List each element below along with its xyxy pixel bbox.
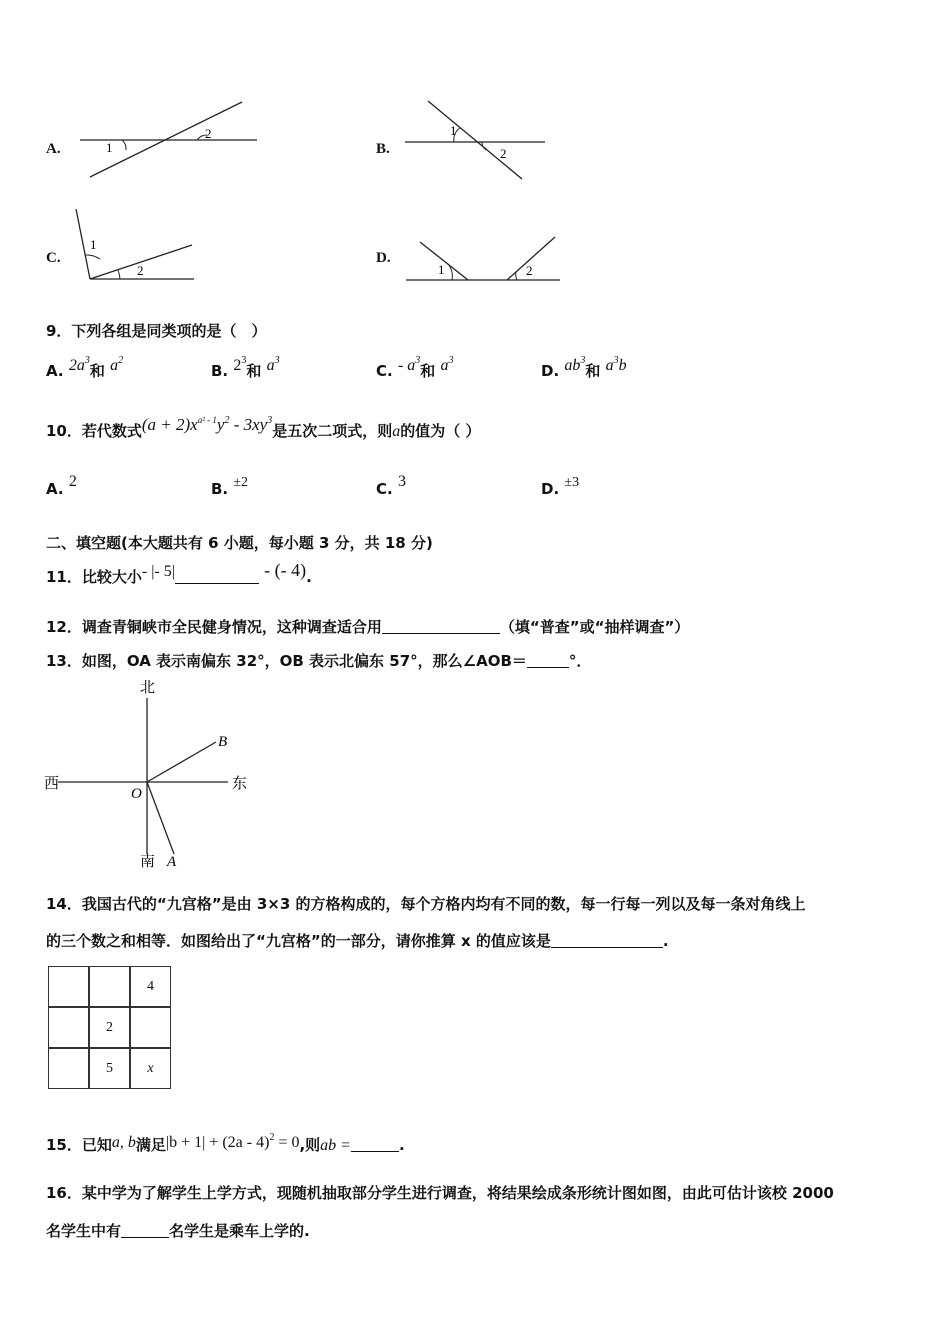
q8-option-a-figure [72, 95, 262, 185]
q13-label-south: 南 [140, 854, 156, 870]
q10-stem: 10．若代数式$(a + 2)x^{a^2 - 1}y^2 - 3xy^3$是五次二项式，则a的值为（ ） [46, 415, 481, 440]
grid-cell: 4 [130, 966, 171, 1007]
grid-cell [48, 1007, 89, 1048]
q8-option-c-label: C. [46, 250, 61, 266]
q12-answer-blank[interactable] [382, 619, 500, 634]
grid-cell-x: x [130, 1048, 171, 1089]
q10-option-a: A. 2 [46, 473, 77, 498]
q12: 12．调查青铜峡市全民健身情况，这种调查适合用 （填“普查”或“抽样调查”） [46, 618, 690, 636]
q13-point-b: B [218, 734, 228, 750]
q13-point-o: O [131, 786, 142, 802]
q8-c-angle1: 1 [90, 237, 97, 252]
grid-cell [89, 966, 130, 1007]
q16-line-1: 16．某中学为了解学生上学方式，现随机抽取部分学生进行调查，将结果绘成条形统计图如图，由此可估计该校 2000 [46, 1184, 834, 1202]
q16-line-2: 名学生中有 名学生是乘车上学的. [46, 1222, 310, 1240]
section-2-title: 二、填空题(本大题共有 6 小题，每小题 3 分，共 18 分) [46, 534, 433, 552]
q14-line-2: 的三个数之和相等．如图给出了“九宫格”的一部分，请你推算 x 的值应该是 . [46, 932, 669, 950]
q13-answer-blank[interactable] [527, 653, 569, 668]
q11: 11．比较大小- |- 5| - (- 4). [46, 560, 312, 586]
grid-cell [48, 1048, 89, 1089]
q9-stem: 9．下列各组是同类项的是（ ） [46, 322, 267, 340]
q13-compass-figure [40, 676, 260, 872]
q15-answer-blank[interactable] [351, 1137, 399, 1152]
q8-option-a-label: A. [46, 141, 61, 157]
q8-d-angle1: 1 [438, 262, 445, 277]
grid-cell [130, 1007, 171, 1048]
q14-answer-blank[interactable] [551, 933, 663, 948]
q9-option-a: A. $2a^3$和 $a^2$ [46, 355, 124, 380]
q16-answer-blank[interactable] [121, 1223, 169, 1238]
grid-cell: 5 [89, 1048, 130, 1089]
q13-point-a: A [167, 854, 177, 870]
q9-option-c: C. - $a^3$和 $a^3$ [376, 355, 454, 380]
grid-cell [48, 966, 89, 1007]
q10-option-d: D. ±3 [541, 475, 580, 498]
q8-option-b-label: B. [376, 141, 390, 157]
q10-option-c: C. 3 [376, 473, 406, 498]
q8-a-angle2: 2 [205, 126, 212, 141]
q13: 13．如图，OA 表示南偏东 32°，OB 表示北偏东 57°，那么∠AOB＝ °． [46, 652, 592, 670]
q13-label-north: 北 [140, 680, 156, 696]
q8-a-angle1: 1 [106, 140, 113, 155]
q9-option-b: B. $2^3$和 $a^3$ [211, 355, 280, 380]
q8-b-angle2: 2 [500, 146, 507, 161]
q13-label-east: 东 [232, 776, 248, 792]
q8-option-b-figure [400, 95, 550, 185]
q8-d-angle2: 2 [526, 263, 533, 278]
q14-line-1: 14．我国古代的“九宫格”是由 3×3 的方格构成的，每个方格内均有不同的数，每一行每一列以及每一条对角线上 [46, 895, 806, 913]
grid-cell: 2 [89, 1007, 130, 1048]
q10-option-b: B. ±2 [211, 475, 249, 498]
q8-b-angle1: 1 [450, 123, 457, 138]
q15: 15．已知a, b满足|b + 1| + (2a - 4)$^2$ = 0,则ab = . [46, 1132, 405, 1154]
q8-c-angle2: 2 [137, 263, 144, 278]
q8-option-d-figure [400, 230, 565, 285]
q8-option-d-label: D. [376, 250, 391, 266]
q14-nine-grid [48, 966, 173, 1091]
q9-option-d: D. $ab^3$和 $a^3b$ [541, 355, 627, 380]
q11-answer-blank[interactable] [175, 569, 259, 584]
q13-label-west: 西 [44, 776, 60, 792]
q8-option-c-figure [70, 205, 200, 285]
